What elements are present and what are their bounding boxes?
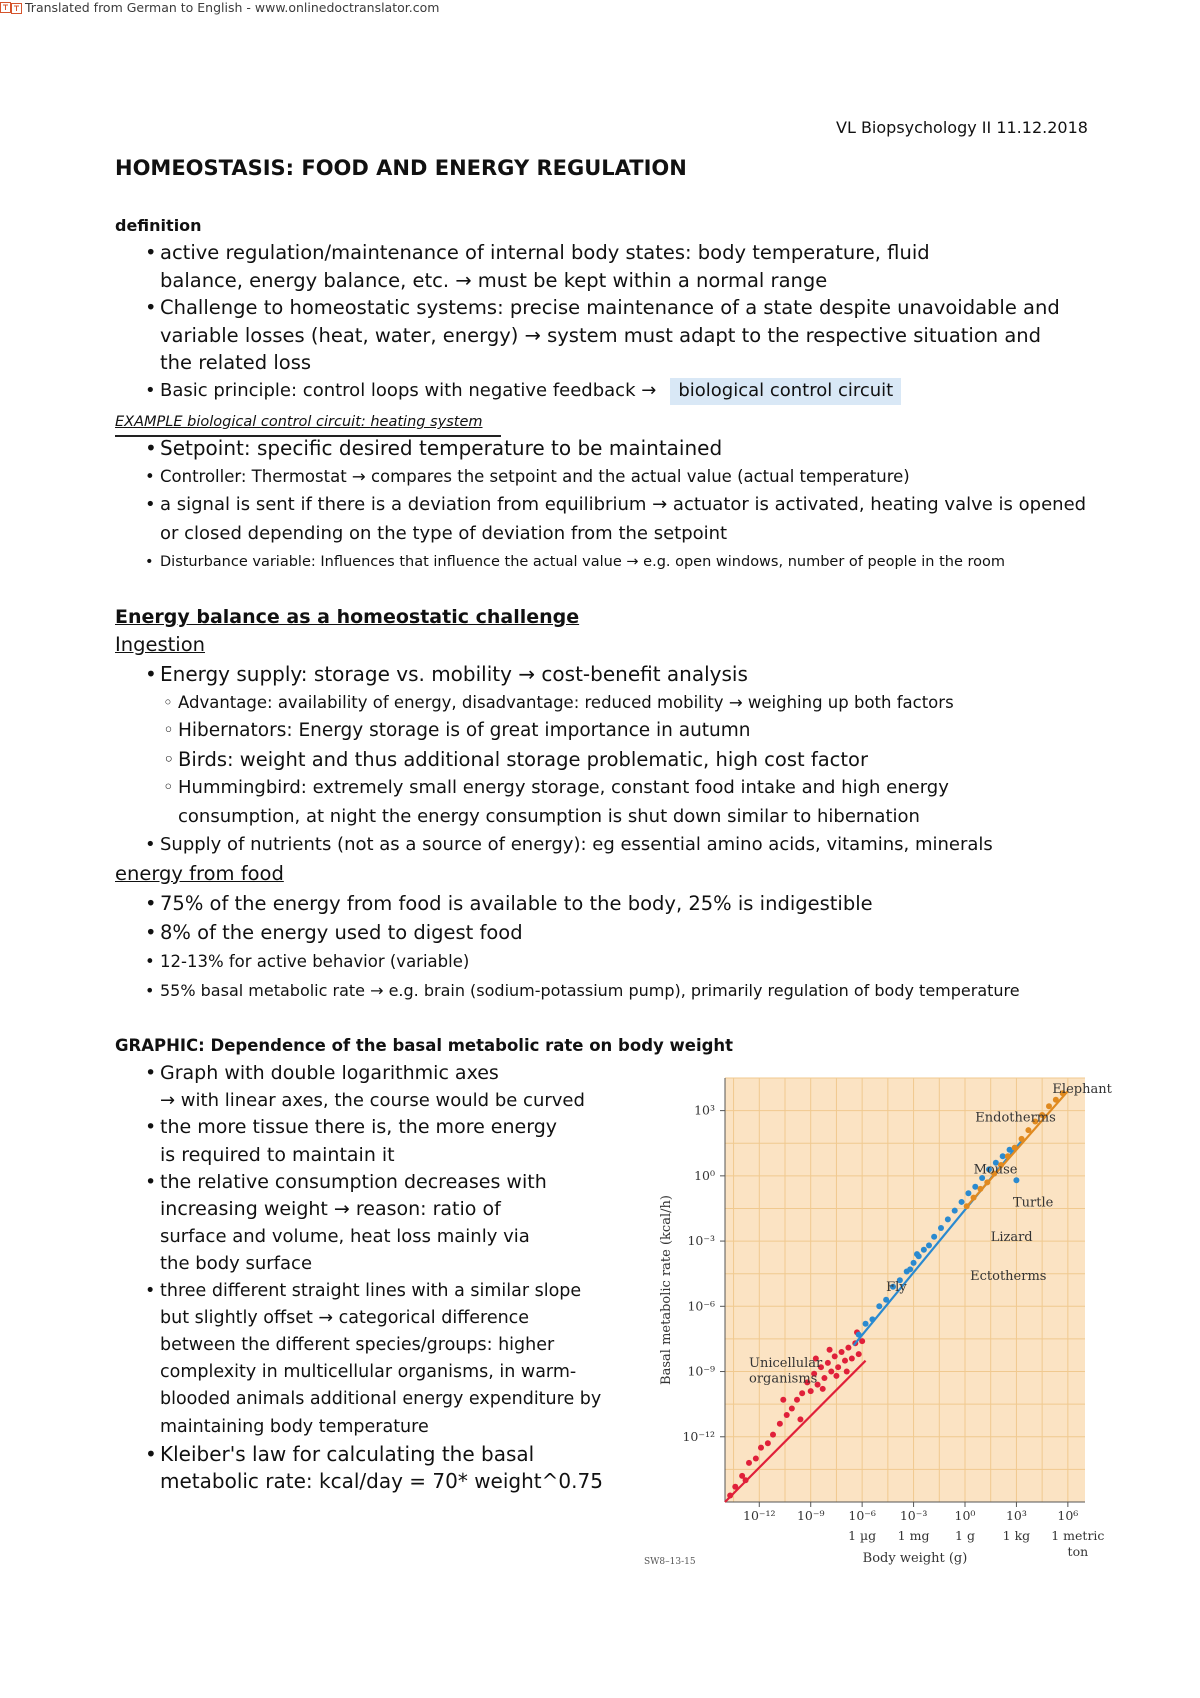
list-item: or closed depending on the type of deviation from the setpoint (160, 522, 728, 544)
list-item: metabolic rate: kcal/day = 70* weight^0.75 (160, 1469, 603, 1494)
list-item: • active regulation/maintenance of internal body states: body temperature, fluid (115, 239, 1060, 267)
data-point (727, 1492, 733, 1498)
list-item: • Setpoint: specific desired temperature to be maintained (115, 434, 1086, 463)
list-item: surface and volume, heat loss mainly via (160, 1226, 530, 1248)
definition-heading: definition (115, 216, 202, 235)
data-point (1053, 1097, 1059, 1103)
data-point (845, 1345, 851, 1351)
data-point (921, 1247, 927, 1253)
list-item: the body surface (160, 1253, 313, 1275)
data-point (842, 1358, 848, 1364)
data-point (1000, 1153, 1006, 1159)
annotation-label: Mouse (973, 1162, 1018, 1178)
x-tick-label: 10⁻¹² (743, 1508, 776, 1523)
list-item: balance, energy balance, etc. → must be kept within a normal range (160, 268, 828, 292)
banner-text: Translated from German to English - www.onlinedoctranslator.com (25, 0, 440, 15)
list-item: • the more tissue there is, the more energy (115, 1114, 603, 1141)
metabolic-rate-chart (644, 1070, 1112, 1580)
data-point (907, 1266, 913, 1272)
list-item: • Graph with double logarithmic axes (115, 1060, 603, 1087)
annotation-label: Ectotherms (970, 1269, 1047, 1285)
page-title: HOMEOSTASIS: FOOD AND ENERGY REGULATION (115, 156, 687, 180)
data-point (876, 1303, 882, 1309)
food-energy-list (115, 889, 1020, 1005)
list-item: • Challenge to homeostatic systems: precise maintenance of a state despite unavoidable and (115, 294, 1060, 322)
data-point (869, 1316, 875, 1322)
data-point (789, 1406, 795, 1412)
list-item: → with linear axes, the course would be curved (160, 1090, 585, 1112)
data-point (856, 1332, 862, 1338)
list-item: • three different straight lines with a similar slope (115, 1278, 603, 1305)
data-point (849, 1355, 855, 1361)
x-tick-unit-label: ton (1067, 1544, 1089, 1559)
data-point (977, 1186, 983, 1192)
data-point (828, 1369, 834, 1375)
data-point (746, 1460, 752, 1466)
x-tick-label: 10⁻³ (899, 1508, 928, 1523)
data-point (820, 1386, 826, 1392)
list-item: maintaining body temperature (160, 1416, 429, 1437)
list-item: • a signal is sent if there is a deviation from equilibrium → actuator is activated, heating valve is opened (115, 491, 1086, 520)
list-item: • Basic principle: control loops with negative feedback → biological control circuit (115, 377, 1060, 405)
x-tick-label: 10⁻⁶ (848, 1508, 876, 1523)
data-point (797, 1416, 803, 1422)
data-point (926, 1242, 932, 1248)
data-point (1025, 1127, 1031, 1133)
x-tick-unit-label: 1 metric (1051, 1528, 1105, 1543)
annotation-label: Fly (886, 1280, 907, 1296)
data-point (972, 1184, 978, 1190)
list-item: ◦ Hummingbird: extremely small energy storage, constant food intake and high energy (115, 774, 993, 803)
list-item: • the relative consumption decreases with (115, 1169, 603, 1196)
list-item: is required to maintain it (160, 1143, 395, 1166)
graphic-list (115, 1060, 603, 1495)
data-point (863, 1321, 869, 1327)
data-point (839, 1349, 845, 1355)
y-tick-label: 10⁻⁶ (687, 1298, 715, 1314)
ingestion-subheading: Ingestion (115, 633, 205, 656)
list-item: consumption, at night the energy consumption is shut down similar to hibernation (178, 805, 920, 827)
data-point (835, 1364, 841, 1370)
list-item: complexity in multicellular organisms, in warm- (160, 1362, 577, 1383)
list-item: • Controller: Thermostat → compares the setpoint and the actual value (actual temperature) (115, 463, 1086, 492)
data-point (833, 1373, 839, 1379)
translation-banner[interactable] (0, 0, 1200, 15)
data-point (753, 1456, 759, 1462)
x-tick-label: 10³ (1005, 1508, 1027, 1523)
data-point (1013, 1177, 1019, 1183)
data-point (911, 1260, 917, 1266)
data-point (1005, 1153, 1011, 1159)
highlighted-term: biological control circuit (670, 378, 901, 405)
data-point (1007, 1147, 1013, 1153)
x-axis-label: Body weight (g) (862, 1551, 968, 1566)
data-point (780, 1397, 786, 1403)
data-point (808, 1388, 814, 1394)
data-point (765, 1440, 771, 1446)
x-tick-label: 10⁻⁹ (796, 1508, 825, 1523)
annotation-label: organisms (749, 1371, 818, 1387)
y-tick-label: 10³ (694, 1102, 715, 1118)
list-item: the related loss (160, 351, 312, 374)
list-item: • 8% of the energy used to digest food (115, 918, 1020, 947)
data-point (1019, 1136, 1025, 1142)
annotation-label: Unicellular (749, 1356, 823, 1372)
list-item: ◦ Hibernators: Energy storage is of great importance in autumn (115, 717, 993, 746)
data-point (799, 1390, 805, 1396)
data-point (1046, 1103, 1052, 1109)
x-tick-unit-label: 1 µg (848, 1528, 877, 1543)
data-point (784, 1412, 790, 1418)
x-tick-label: 10⁰ (954, 1508, 976, 1523)
list-item: ◦ Advantage: availability of energy, disadvantage: reduced mobility → weighing up both factors (115, 689, 993, 718)
data-point (743, 1477, 749, 1483)
data-point (856, 1351, 862, 1357)
translate-icon (0, 2, 22, 14)
x-tick-unit-label: 1 kg (1002, 1528, 1031, 1543)
annotation-label: Elephant (1052, 1082, 1112, 1098)
course-date-header: VL Biopsychology II 11.12.2018 (836, 118, 1088, 137)
annotation-label: Turtle (1013, 1195, 1054, 1211)
data-point (964, 1203, 970, 1209)
energy-balance-heading: Energy balance as a homeostatic challenge (115, 606, 580, 628)
example-heading: EXAMPLE biological control circuit: heating system (115, 414, 483, 430)
y-tick-label: 10⁻³ (687, 1233, 715, 1249)
definition-list (115, 239, 1060, 404)
data-point (827, 1347, 833, 1353)
data-point (825, 1360, 831, 1366)
data-point (931, 1234, 937, 1240)
list-item: variable losses (heat, water, energy) → system must adapt to the respective situation and (160, 323, 1042, 347)
data-point (821, 1375, 827, 1381)
list-item: blooded animals additional energy expenditure by (160, 1389, 602, 1410)
list-item: • Kleiber's law for calculating the basal (115, 1441, 603, 1468)
x-tick-label: 10⁶ (1057, 1508, 1079, 1523)
example-list (115, 434, 1086, 577)
data-point (965, 1190, 971, 1196)
graphic-heading: GRAPHIC: Dependence of the basal metabolic rate on body weight (115, 1036, 734, 1055)
ingestion-list (115, 660, 993, 860)
energy-from-food-subheading: energy from food (115, 862, 284, 885)
y-tick-label: 10⁻⁹ (687, 1363, 715, 1379)
data-point (777, 1421, 783, 1427)
data-point (844, 1369, 850, 1375)
y-axis-label: Basal metabolic rate (kcal/h) (659, 1195, 674, 1385)
x-tick-unit-label: 1 g (955, 1528, 975, 1543)
data-point (832, 1353, 838, 1359)
x-tick-unit-label: 1 mg (897, 1528, 930, 1543)
data-point (938, 1225, 944, 1231)
data-point (914, 1251, 920, 1257)
list-item: • 55% basal metabolic rate → e.g. brain (sodium-potassium pump), primarily regulation of body temperature (115, 976, 1020, 1005)
figure-source-label: SW8–13-15 (644, 1557, 696, 1567)
list-item: • 75% of the energy from food is available to the body, 25% is indigestible (115, 889, 1020, 918)
data-point (758, 1445, 764, 1451)
data-point (945, 1216, 951, 1222)
list-item: but slightly offset → categorical difference (160, 1307, 530, 1328)
y-tick-label: 10⁰ (694, 1167, 715, 1183)
data-point (1012, 1145, 1018, 1151)
data-point (971, 1195, 977, 1201)
list-item: increasing weight → reason: ratio of (160, 1198, 501, 1221)
list-item: ◦ Birds: weight and thus additional storage problematic, high cost factor (115, 746, 993, 775)
annotation-label: Endotherms (975, 1110, 1056, 1126)
data-point (794, 1397, 800, 1403)
list-item: • Disturbance variable: Influences that influence the actual value → e.g. open windows, number of people in the room (115, 548, 1086, 577)
data-point (984, 1179, 990, 1185)
list-item: • Supply of nutrients (not as a source of energy): eg essential amino acids, vitamins, minerals (115, 831, 993, 860)
list-item: • 12-13% for active behavior (variable) (115, 947, 1020, 976)
data-point (883, 1297, 889, 1303)
data-point (770, 1432, 776, 1438)
y-tick-label: 10⁻¹² (682, 1428, 715, 1444)
data-point (952, 1208, 958, 1214)
list-item: between the different species/groups: higher (160, 1335, 555, 1356)
list-item: • Energy supply: storage vs. mobility → cost-benefit analysis (115, 660, 993, 689)
annotation-label: Lizard (990, 1230, 1033, 1246)
data-point (732, 1484, 738, 1490)
data-point (959, 1199, 965, 1205)
